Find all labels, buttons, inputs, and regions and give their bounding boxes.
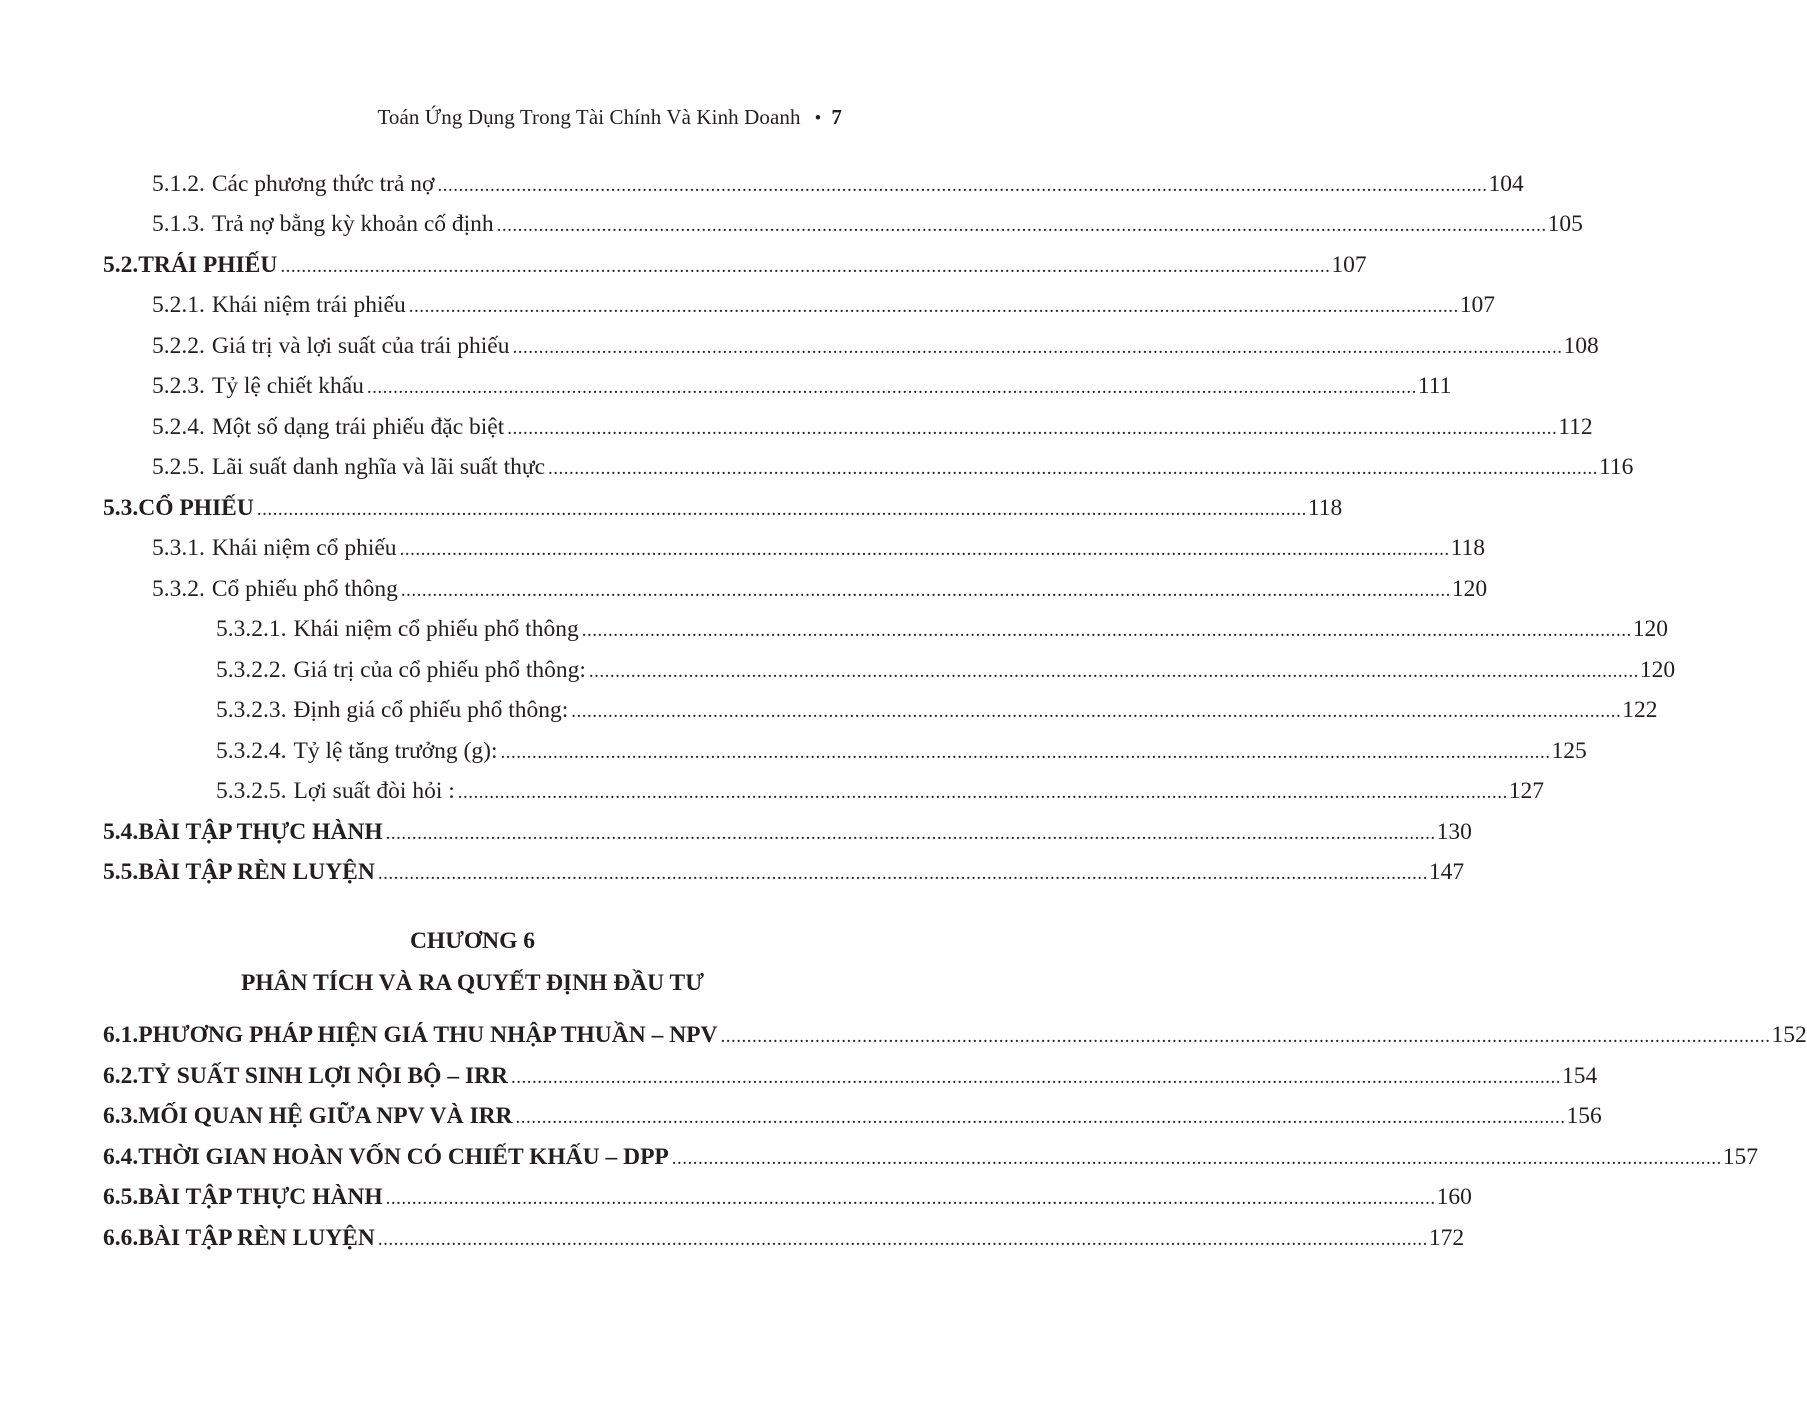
toc-entry-page: 120: [1451, 576, 1488, 602]
leader-dots: ........................................................................................................................................................................................................: [588, 661, 1639, 682]
chapter-label: CHƯƠNG 6: [409, 928, 536, 954]
toc-entry-number: 5.3.2.: [152, 576, 205, 602]
leader-dots: ........................................................................................................................................................................................................: [385, 823, 1436, 844]
toc-entry-number: 6.2.: [103, 1063, 139, 1089]
leader-dots: ........................................................................................................................................................................................................: [571, 701, 1622, 722]
toc-entry[interactable]: [152, 211, 1583, 243]
toc-entry-number: 5.1.2.: [152, 171, 205, 197]
toc-entry-number: 5.4.: [103, 819, 139, 845]
toc-section[interactable]: [103, 859, 1465, 891]
toc-entry-title: Khái niệm cổ phiếu: [211, 535, 397, 561]
toc-entry-page: 107: [1459, 292, 1495, 318]
leader-dots: ........................................................................................................................................................................................................: [581, 620, 1632, 641]
toc-subentry[interactable]: [216, 738, 1587, 770]
toc-entry-page: 118: [1307, 495, 1343, 521]
toc-entry-number: 6.3.: [103, 1103, 139, 1129]
toc-entry[interactable]: [152, 171, 1524, 203]
toc-entry-title: Giá trị và lợi suất của trái phiếu: [211, 333, 510, 359]
toc-entry[interactable]: [152, 576, 1488, 608]
toc-entry-title: Tỷ lệ tăng trưởng (g):: [293, 738, 498, 764]
toc-entry-title: BÀI TẬP RÈN LUYỆN: [138, 1225, 375, 1251]
toc-section[interactable]: [103, 1144, 1759, 1176]
leader-dots: ........................................................................................................................................................................................................: [399, 539, 1450, 560]
running-header: [0, 105, 842, 130]
toc-entry-title: BÀI TẬP THỰC HÀNH: [138, 1184, 383, 1210]
leader-dots: ........................................................................................................................................................................................................: [408, 296, 1459, 317]
toc-entry-page: 116: [1599, 454, 1634, 480]
leader-dots: ........................................................................................................................................................................................................: [377, 863, 1428, 884]
toc-entry-page: 108: [1563, 333, 1599, 359]
toc-entry-title: CỔ PHIẾU: [138, 495, 254, 521]
toc-entry-title: PHƯƠNG PHÁP HIỆN GIÁ THU NHẬP THUẦN – NPV: [138, 1022, 718, 1048]
toc-entry[interactable]: [152, 454, 1634, 486]
leader-dots: ........................................................................................................................................................................................................: [385, 1188, 1436, 1209]
toc-entry-number: 6.6.: [103, 1225, 139, 1251]
toc-subentry[interactable]: [216, 697, 1658, 729]
toc-entry-number: 5.3.2.3.: [216, 697, 287, 723]
toc-section[interactable]: [103, 1184, 1472, 1216]
toc-entry-number: 6.1.: [103, 1022, 139, 1048]
toc-entry-page: 152: [1771, 1022, 1807, 1048]
leader-dots: ........................................................................................................................................................................................................: [280, 256, 1331, 277]
page-number: 7: [831, 105, 842, 129]
toc-entry-title: Các phương thức trả nợ: [211, 171, 435, 197]
toc-section[interactable]: [103, 1022, 1807, 1054]
toc-entry-page: 156: [1566, 1103, 1602, 1129]
toc-entry-page: 104: [1488, 171, 1524, 197]
toc-entry[interactable]: [152, 373, 1452, 405]
leader-dots: ........................................................................................................................................................................................................: [720, 1026, 1771, 1047]
toc-entry-title: Định giá cổ phiếu phổ thông:: [293, 697, 569, 723]
toc-entry-page: 105: [1547, 211, 1583, 237]
toc-entry-number: 5.1.3.: [152, 211, 205, 237]
leader-dots: ........................................................................................................................................................................................................: [515, 1107, 1566, 1128]
toc-section[interactable]: [103, 819, 1472, 851]
toc-entry-title: Cổ phiếu phổ thông: [211, 576, 398, 602]
toc-entry-title: Khái niệm trái phiếu: [211, 292, 406, 318]
toc-entry-number: 5.3.2.5.: [216, 778, 287, 804]
leader-dots: ........................................................................................................................................................................................................: [671, 1148, 1722, 1169]
toc-section[interactable]: [103, 1063, 1598, 1095]
toc-entry-number: 5.3.1.: [152, 535, 205, 561]
leader-dots: ........................................................................................................................................................................................................: [511, 1067, 1562, 1088]
toc-section[interactable]: [103, 495, 1343, 527]
toc-entry-number: 6.5.: [103, 1184, 139, 1210]
leader-dots: ........................................................................................................................................................................................................: [457, 782, 1508, 803]
toc-entry-number: 5.3.2.2.: [216, 657, 287, 683]
toc-entry-page: 157: [1722, 1144, 1759, 1170]
toc-entry-page: 147: [1428, 859, 1465, 885]
toc-subentry[interactable]: [216, 616, 1668, 648]
toc-entry-number: 5.5.: [103, 859, 139, 885]
toc-entry-page: 130: [1436, 819, 1472, 845]
toc-section[interactable]: [103, 1225, 1465, 1257]
toc-entry-page: 154: [1562, 1063, 1598, 1089]
toc-entry-number: 5.2.3.: [152, 373, 205, 399]
toc-entry-title: BÀI TẬP THỰC HÀNH: [138, 819, 383, 845]
toc-entry-page: 160: [1436, 1184, 1472, 1210]
toc-entry[interactable]: [152, 414, 1593, 446]
toc-entry-title: Lãi suất danh nghĩa và lãi suất thực: [211, 454, 546, 480]
toc-entry-number: 5.3.2.4.: [216, 738, 287, 764]
toc-entry-page: 127: [1508, 778, 1545, 804]
toc-section[interactable]: [103, 1103, 1602, 1135]
toc-entry[interactable]: [152, 535, 1485, 567]
toc-section[interactable]: [103, 252, 1367, 284]
toc-subentry[interactable]: [216, 778, 1545, 810]
leader-dots: ........................................................................................................................................................................................................: [512, 337, 1563, 358]
toc-entry-number: 5.2.2.: [152, 333, 205, 359]
toc-entry-number: 5.2.4.: [152, 414, 205, 440]
toc-entry-title: Một số dạng trái phiếu đặc biệt: [211, 414, 505, 440]
toc-entry-page: 120: [1639, 657, 1676, 683]
toc-entry-page: 122: [1622, 697, 1658, 723]
leader-dots: ........................................................................................................................................................................................................: [256, 499, 1307, 520]
toc-entry-title: TỶ SUẤT SINH LỢI NỘI BỘ – IRR: [138, 1063, 509, 1089]
running-header-title: Toán Ứng Dụng Trong Tài Chính Và Kinh Doanh: [377, 105, 801, 129]
toc-entry-page: 112: [1558, 414, 1593, 440]
toc-entry-page: 107: [1331, 252, 1367, 278]
leader-dots: ........................................................................................................................................................................................................: [366, 377, 1417, 398]
toc-entry-title: THỜI GIAN HOÀN VỐN CÓ CHIẾT KHẤU – DPP: [138, 1144, 669, 1170]
leader-dots: ........................................................................................................................................................................................................: [496, 215, 1547, 236]
toc-entry-number: 5.2.1.: [152, 292, 205, 318]
toc-entry-title: Khái niệm cổ phiếu phổ thông: [293, 616, 579, 642]
toc-entry-title: Tỷ lệ chiết khấu: [211, 373, 364, 399]
toc-entry[interactable]: [152, 292, 1495, 324]
toc-entry-title: Giá trị của cổ phiếu phổ thông:: [293, 657, 586, 683]
toc-entry-page: 120: [1632, 616, 1668, 642]
leader-dots: ........................................................................................................................................................................................................: [500, 742, 1551, 763]
toc-entry-page: 125: [1551, 738, 1587, 764]
toc-entry-page: 111: [1417, 373, 1452, 399]
toc-entry-title: TRÁI PHIẾU: [138, 252, 278, 278]
leader-dots: ........................................................................................................................................................................................................: [437, 175, 1488, 196]
bullet-icon: •: [814, 108, 822, 129]
toc-entry-page: 118: [1450, 535, 1485, 561]
toc-entry-number: 5.3.: [103, 495, 139, 521]
chapter-title: PHÂN TÍCH VÀ RA QUYẾT ĐỊNH ĐẦU TƯ: [241, 970, 704, 996]
toc-entry-number: 6.4.: [103, 1144, 139, 1170]
toc-entry-number: 5.3.2.1.: [216, 616, 287, 642]
toc-entry-title: Trả nợ bằng kỳ khoản cố định: [211, 211, 494, 237]
toc-entry-page: 172: [1428, 1225, 1465, 1251]
toc-entry-title: BÀI TẬP RÈN LUYỆN: [138, 859, 375, 885]
toc-entry-title: Lợi suất đòi hỏi :: [293, 778, 455, 804]
leader-dots: ........................................................................................................................................................................................................: [377, 1229, 1428, 1250]
toc-subentry[interactable]: [216, 657, 1676, 689]
leader-dots: ........................................................................................................................................................................................................: [400, 580, 1451, 601]
leader-dots: ........................................................................................................................................................................................................: [507, 418, 1558, 439]
toc-entry[interactable]: [152, 333, 1599, 365]
toc-entry-number: 5.2.5.: [152, 454, 205, 480]
leader-dots: ........................................................................................................................................................................................................: [548, 458, 1599, 479]
toc-entry-number: 5.2.: [103, 252, 139, 278]
toc-entry-title: MỐI QUAN HỆ GIỮA NPV VÀ IRR: [138, 1103, 513, 1129]
